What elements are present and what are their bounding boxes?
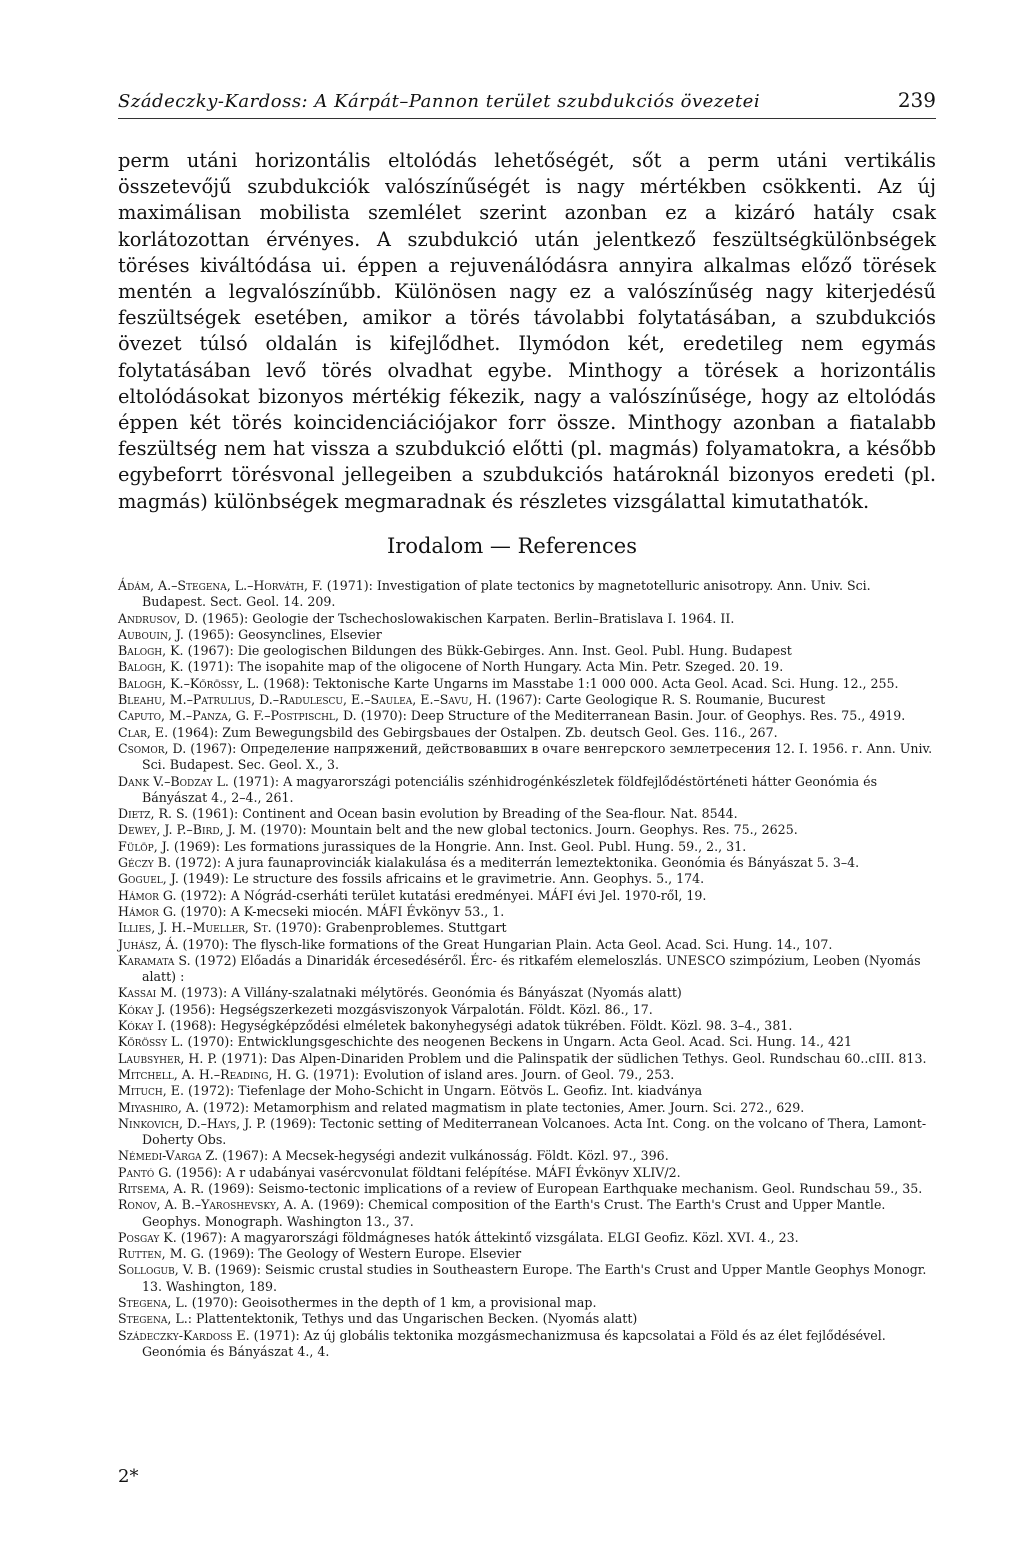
reference-item: [118, 839, 938, 855]
reference-authors: Ritsema, A. R.: [118, 1180, 205, 1196]
reference-text: (1967): A Mecsek-hegységi andezit vulkánosság. Földt. Közl. 97., 396.: [222, 1148, 669, 1164]
header-rule: [118, 118, 936, 119]
reference-authors: Dewey, J. P.–Bird, J. M.: [118, 822, 257, 838]
reference-text: (1972): A Nógrád-cserháti terület kutatási eredményei. MÁFI évi Jel. 1970-ről, 19.: [180, 887, 707, 903]
reference-item: [118, 822, 938, 838]
reference-item: [118, 578, 938, 611]
reference-authors: Rutten, M. G.: [118, 1246, 205, 1262]
reference-authors: Szádeczky-Kardoss E.: [118, 1327, 250, 1343]
reference-authors: Laubsyher, H. P.: [118, 1050, 218, 1066]
reference-authors: Pantó G.: [118, 1164, 172, 1180]
reference-text: (1970): Grabenproblemes. Stuttgart: [275, 920, 507, 936]
reference-item: [118, 1165, 938, 1181]
reference-item: [118, 643, 938, 659]
reference-text: (1972): A jura faunaprovinciák kialakulása és a mediterrán lemeztektonika. Geonómia és Bányászat 5. 3–4.: [175, 855, 860, 871]
reference-text: (1949): Le structure des fossils africains et le gravimetrie. Ann. Geophys. 5., 174.: [182, 871, 705, 887]
reference-text: (1968): Tektonische Karte Ungarns im Masstabe 1:1 000 000. Acta Geol. Acad. Sci. Hung. 12., 255.: [263, 675, 899, 691]
reference-authors: Sollogub, V. B.: [118, 1262, 211, 1278]
reference-authors: Ronov, A. B.–Yaroshevsky, A. A.: [118, 1197, 314, 1213]
reference-text: (1969): Les formations jurassiques de la Hongrie. Ann. Inst. Geol. Publ. Hung. 59., 2., 31.: [173, 838, 747, 854]
reference-text: (1970): Deep Structure of the Mediterranean Basin. Jour. of Geophys. Res. 75., 4919.: [360, 708, 906, 724]
reference-text: (1969): Seismic crustal studies in Southeastern Europe. The Earth's Crust and Upper Mantle Geophys Monogr. 13. Washington, 189.: [142, 1262, 927, 1294]
reference-authors: Posgay K.: [118, 1229, 177, 1245]
reference-item: [118, 1148, 938, 1164]
reference-item: [118, 1295, 938, 1311]
reference-item: [118, 1311, 938, 1327]
reference-text: (1969): The Geology of Western Europe. Elsevier: [208, 1246, 522, 1262]
reference-item: [118, 1051, 938, 1067]
reference-authors: Andrusov, D.: [118, 610, 199, 626]
reference-authors: Kassai M.: [118, 985, 178, 1001]
reference-item: [118, 1262, 938, 1295]
reference-text: (1968): Hegységképződési elméletek bakonyhegységi adatok tükrében. Földt. Közl. 98. 3–4., 381.: [170, 1018, 793, 1034]
reference-text: (1972): Tiefenlage der Moho-Schicht in Ungarn. Eötvös L. Geofiz. Int. kiadványa: [188, 1083, 703, 1099]
reference-authors: Stegena, L.: [118, 1295, 188, 1311]
reference-text: (1971): Das Alpen-Dinariden Problem und die Palinspatik der südlichen Tethys. Geol. Rundschau 60..cIII. 813.: [221, 1050, 927, 1066]
reference-authors: Hámor G.: [118, 887, 177, 903]
reference-item: [118, 920, 938, 936]
reference-text: (1970): Mountain belt and the new global tectonics. Journ. Geophys. Res. 75., 2625.: [260, 822, 798, 838]
reference-authors: Géczy B.: [118, 855, 171, 871]
reference-authors: Karamata S.: [118, 952, 191, 968]
reference-text: Plattentektonik, Tethys und das Ungarischen Becken. (Nyomás alatt): [195, 1311, 638, 1327]
reference-authors: Mitchell, A. H.–Reading, H. G.: [118, 1066, 310, 1082]
reference-item: [118, 741, 938, 774]
reference-text: (1970): Geoisothermes in the depth of 1 km, a provisional map.: [191, 1295, 597, 1311]
reference-authors: Ádám, A.–Stegena, L.–Horváth, F.: [118, 578, 323, 593]
reference-text: (1971): Evolution of island ares. Journ. of Geol. 79., 253.: [313, 1066, 675, 1082]
reference-item: [118, 871, 938, 887]
reference-item: [118, 1034, 938, 1050]
reference-authors: Kőrössy L.: [118, 1034, 184, 1050]
reference-item: [118, 708, 938, 724]
running-header: [118, 88, 936, 112]
reference-authors: Kókay I.: [118, 1018, 167, 1034]
reference-authors: Dank V.–Bodzay L.: [118, 773, 229, 789]
reference-authors: Balogh, K.: [118, 659, 184, 675]
reference-item: [118, 1083, 938, 1099]
reference-item: [118, 725, 938, 741]
reference-text: (1970): Entwicklungsgeschichte des neogenen Beckens in Ungarn. Acta Geol. Acad. Sci. Hung. 14., 421: [187, 1034, 853, 1050]
reference-authors: Kókay J.: [118, 1001, 166, 1017]
reference-item: [118, 627, 938, 643]
reference-item: [118, 1230, 938, 1246]
reference-authors: Stegena, L.:: [118, 1311, 192, 1327]
reference-text: (1961): Continent and Ocean basin evolution by Breading of the Sea-flour. Nat. 8544.: [192, 806, 738, 822]
reference-text: (1967): Carte Geologique R. S. Roumanie, Bucurest: [495, 692, 826, 708]
reference-text: (1965): Geologie der Tschechoslowakischen Karpaten. Berlin–Bratislava I. 1964. II.: [202, 610, 735, 626]
reference-text: (1967): A magyarországi földmágneses hatók áttekintő vizsgálata. ELGI Geofiz. Közl. XVI. 4., 23.: [180, 1229, 799, 1245]
reference-item: [118, 1067, 938, 1083]
reference-authors: Fülöp, J.: [118, 838, 170, 854]
reference-text: (1969): Chemical composition of the Earth's Crust. The Earth's Crust and Upper Mantle. Geophys. Monograph. Washington 13., 37.: [142, 1197, 886, 1229]
reference-item: [118, 1181, 938, 1197]
reference-text: (1971): A magyarországi potenciális szénhidrogénkészletek földfejlődéstörténeti hátter Geonómia és Bányászat 4., 2–4., 261.: [142, 773, 878, 805]
reference-item: [118, 904, 938, 920]
reference-text: (1972) Előadás a Dinaridák ércesedéséről. Érc- és ritkafém elemeloszlás. UNESCO szimpózium, Leoben (Nyomás alatt) :: [142, 952, 921, 985]
reference-text: (1956): Hegségszerkezeti mozgásviszonyok Várpalotán. Földt. Közl. 86., 17.: [169, 1001, 653, 1017]
reference-text: (1970): A K-mecseki miocén. MÁFI Évkönyv 53., 1.: [180, 903, 505, 919]
reference-authors: Némedi-Varga Z.: [118, 1148, 219, 1164]
reference-item: [118, 1328, 938, 1361]
reference-item: [118, 1116, 938, 1149]
reference-authors: Aubouin, J.: [118, 626, 184, 642]
reference-text: (1970): The flysch-like formations of the Great Hungarian Plain. Acta Geol. Acad. Sci. Hung. 14., 107.: [182, 936, 833, 952]
reference-item: [118, 774, 938, 807]
reference-authors: Mituch, E.: [118, 1083, 184, 1099]
reference-item: [118, 1002, 938, 1018]
reference-text: (1969): Tectonic setting of Mediterranean Volcanoes. Acta Int. Cong. on the volcano of Thera, Lamont-Doherty Obs.: [142, 1115, 927, 1148]
reference-authors: Clar, E.: [118, 724, 169, 740]
reference-authors: Bleahu, M.–Patrulius, D.–Radulescu, E.–Saulea, E.–Savu, H.: [118, 692, 492, 708]
reference-text: (1967): Die geologischen Bildungen des Bükk-Gebirges. Ann. Inst. Geol. Publ. Hung. Budapest: [187, 643, 792, 659]
reference-authors: Balogh, K.–Kőrössy, L.: [118, 675, 260, 691]
reference-item: [118, 855, 938, 871]
reference-item: [118, 806, 938, 822]
reference-item: [118, 953, 938, 986]
reference-authors: Csomor, D.: [118, 740, 187, 756]
references-heading: Irodalom — References: [387, 534, 637, 558]
reference-authors: Illies, J. H.–Mueller, St.: [118, 920, 272, 936]
reference-authors: Dietz, R. S.: [118, 806, 189, 822]
reference-item: [118, 1246, 938, 1262]
reference-authors: Hámor G.: [118, 903, 177, 919]
body-text: [118, 148, 936, 515]
page-number: 239: [897, 88, 936, 112]
reference-item: [118, 611, 938, 627]
reference-authors: Caputo, M.–Panza, G. F.–Postpischl, D.: [118, 708, 357, 724]
reference-text: (1969): Seismo-tectonic implications of a review of European Earthquake mechanism. Geol. Rundschau 59., 35.: [208, 1180, 923, 1196]
reference-text: (1971): The isopahite map of the oligocene of North Hungary. Acta Min. Petr. Szeged. 20. 19.: [187, 659, 784, 675]
reference-authors: Miyashiro, A.: [118, 1099, 200, 1115]
reference-text: (1967): Определение напряжений, действовавших в очаге венгерского землетресения 12. I. 1956. г. Ann. Univ. Sci. Budapest. Sec. Geol. X., 3.: [142, 740, 933, 773]
reference-text: (1965): Geosynclines, Elsevier: [187, 626, 382, 642]
body-paragraph: perm utáni horizontális eltolódás lehetőségét, sőt a perm utáni vertikális összetevőjű szubdukciók valószínűségét is nagy mértékben csökkenti. Az új maximálisan mobilista szemlélet szerint azonban ez a kizáró hatály csak korlátozottan érvényes. A szubdukció után jelentkező feszültségkülönbségek töréses kiváltódása ui. éppen a rejuvenálódásra annyira alkalmas előző törések mentén a legvalószínűbb. Különösen nagy ez a valószínűség nagy kiterjedésű feszültségek esetében, amikor a törés távolabbi folytatásában, a szubdukciós övezet túlsó oldalán is kifejlődhet. Ilymódon két, eredetileg nem egymás folytatásában levő törés olvadhat egybe. Minthogy a törések a horizontális eltolódásokat bizonyos mértékig fékezik, nagy a valószínűsége, hogy az eltolódás éppen két törés koincidenciációjakor forr össze. Minthogy azonban a fiatalabb feszültség nem hat vissza a szubdukció előtti (pl. magmás) folyamatokra, a később egybeforrt törésvonal jellegeiben a szubdukciós határoknál bizonyos eredeti (pl. magmás) különbségek megmaradnak és részletes vizsgálattal kimutathatók.: [118, 149, 936, 513]
reference-item: [118, 1197, 938, 1230]
reference-authors: Balogh, K.: [118, 643, 184, 659]
reference-text: (1972): Metamorphism and related magmatism in plate tectonies, Amer. Journ. Sci. 272., 629.: [203, 1099, 805, 1115]
reference-text: (1971): Az új globális tektonika mozgásmechanizmusa és kapcsolatai a Föld és az élet fejlődésével. Geonómia és Bányászat 4., 4.: [142, 1327, 886, 1359]
reference-text: (1973): A Villány-szalatnaki mélytörés. Geonómia és Bányászat (Nyomás alatt): [181, 985, 682, 1001]
signature-mark: 2*: [118, 1466, 139, 1487]
reference-authors: Juhász, Á.: [118, 936, 179, 952]
reference-item: [118, 676, 938, 692]
reference-authors: Ninkovich, D.–Hays, J. P.: [118, 1115, 267, 1131]
reference-authors: Goguel, J.: [118, 871, 179, 887]
reference-item: [118, 888, 938, 904]
reference-item: [118, 692, 938, 708]
reference-item: [118, 985, 938, 1001]
reference-text: (1956): A r udabányai vasércvonulat földtani felépítése. MÁFI Évkönyv XLIV/2.: [175, 1164, 681, 1180]
reference-text: (1971): Investigation of plate tectonics by magnetotelluric anisotropy. Ann. Univ. Sci. Budapest. Sect. Geol. 14. 209.: [142, 578, 871, 610]
reference-item: [118, 1100, 938, 1116]
reference-list: [118, 578, 938, 1360]
reference-item: [118, 1018, 938, 1034]
reference-item: [118, 937, 938, 953]
reference-text: (1964): Zum Bewegungsbild des Gebirgsbaues der Ostalpen. Zb. deutsch Geol. Ges. 116., 267.: [172, 724, 778, 740]
reference-item: [118, 659, 938, 675]
running-title: Szádeczky-Kardoss: A Kárpát–Pannon terület szubdukciós övezetei: [118, 91, 761, 112]
